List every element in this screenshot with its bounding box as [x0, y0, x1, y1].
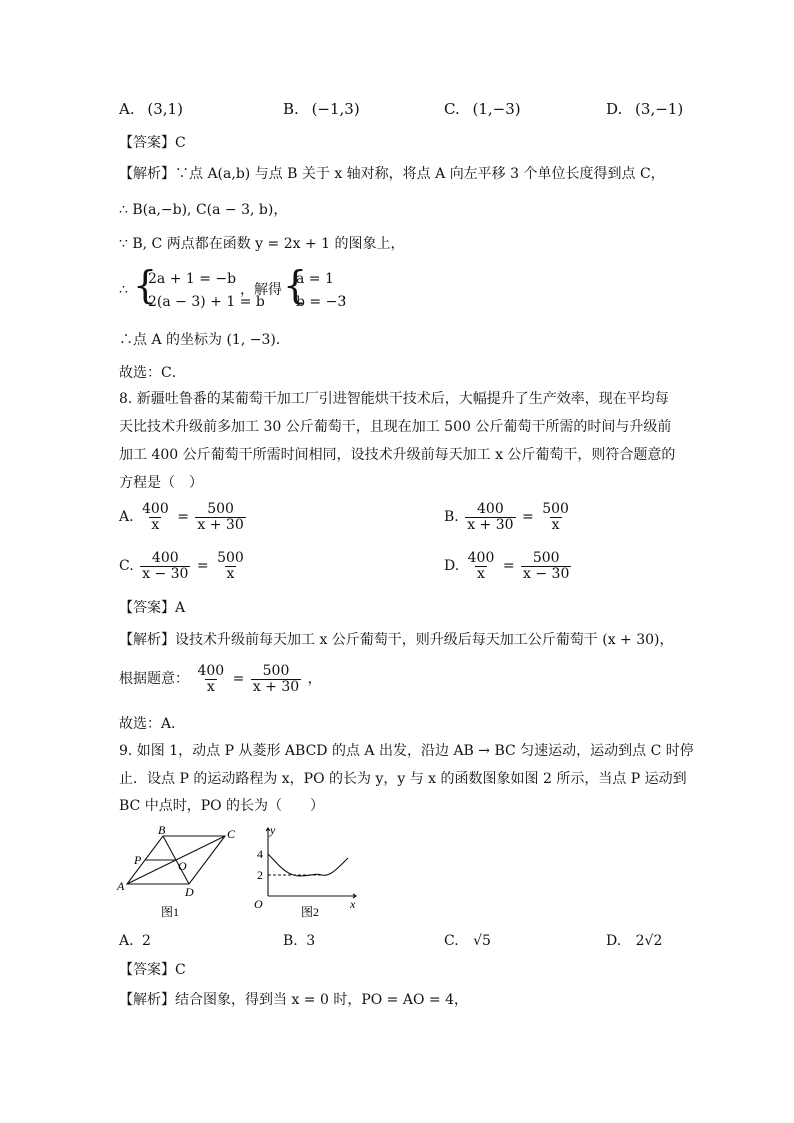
option-value: (3,1) — [147, 100, 183, 118]
q9-answer: 【答案】C — [119, 962, 186, 978]
q9-option-b — [283, 934, 315, 948]
label-o: O — [178, 859, 187, 873]
numerator: 400 — [197, 663, 225, 679]
numerator: 500 — [542, 501, 569, 517]
numerator: 400 — [142, 501, 169, 517]
numerator: 400 — [151, 550, 179, 566]
label-c: C — [227, 827, 236, 841]
q9-option-a — [119, 934, 151, 948]
left-brace-icon: { — [283, 263, 308, 307]
q7-system1-eq2: 2(a − 3) + 1 = b — [148, 294, 265, 310]
option-letter: C. — [119, 558, 134, 575]
analysis-suffix: ， — [307, 671, 322, 688]
q7-option-a — [119, 102, 183, 117]
option-letter: A. — [119, 100, 135, 118]
q8-option-d: D. $\frac{400}{x}$ = $\frac{500}{x - 30}$ — [444, 550, 570, 582]
tick-4: 4 — [257, 847, 263, 861]
origin-label: O — [254, 897, 263, 911]
q8-stem-line-2: 天比技术升级前多加工 30 公斤葡萄干，且现在加工 500 公斤葡萄干所需的时间与升级前 — [119, 419, 672, 435]
numerator: 500 — [532, 550, 560, 566]
denominator: x − 30 — [142, 565, 189, 582]
q7-option-c — [444, 102, 521, 117]
fraction — [195, 502, 245, 532]
q7-analysis-line-3: ∵ B, C 两点都在函数 y = 2x + 1 的图象上， — [119, 236, 405, 252]
q7-option-b — [283, 102, 360, 117]
numerator: 400 — [477, 501, 504, 517]
x-axis-label: x — [350, 897, 356, 911]
fraction — [140, 551, 190, 581]
denominator: x — [477, 565, 485, 582]
label-d: D — [185, 885, 194, 899]
left-brace-icon: { — [133, 263, 158, 307]
q8-analysis-line-1: 【解析】设技术升级前每天加工 x 公斤葡萄干，则升级后每天加工公斤葡萄干 (x + 30)， — [119, 632, 674, 648]
q8-option-a: A. $\frac{400}{x}$ = $\frac{500}{x + 30}$ — [119, 501, 244, 533]
q7-system2-eq1: a = 1 — [296, 271, 334, 287]
label-a: A — [117, 879, 125, 893]
fraction — [251, 664, 301, 694]
option-letter: B. — [283, 933, 298, 949]
q7-system-mid: ，解得 — [240, 282, 282, 298]
q7-answer: 【答案】C — [119, 135, 186, 151]
option-value: 3 — [306, 933, 316, 949]
q9-option-c — [444, 934, 491, 948]
fraction — [215, 551, 246, 581]
denominator: x — [151, 516, 160, 533]
figure-2-graph — [250, 824, 365, 924]
denominator: x + 30 — [467, 516, 514, 533]
q7-analysis-line-1: 【解析】∵点 A(a,b) 与点 B 关于 x 轴对称，将点 A 向左平移 3 个单位长度得到点 C， — [119, 166, 665, 182]
label-p: P — [134, 853, 142, 867]
q7-option-d — [606, 102, 683, 117]
q8-stem-line-3: 加工 400 公斤葡萄干所需时间相同，设技术升级前每天加工 x 公斤葡萄干，则符合题意的 — [119, 447, 676, 463]
option-letter: C. — [444, 100, 460, 118]
option-letter: B. — [283, 100, 299, 118]
option-value: (1,−3) — [472, 100, 521, 118]
fraction — [466, 551, 497, 581]
option-letter: C. — [444, 933, 459, 949]
denominator: x − 30 — [523, 565, 570, 582]
q7-system2-eq2: b = −3 — [296, 294, 347, 310]
option-letter: A. — [119, 933, 134, 949]
option-letter: A. — [119, 509, 134, 526]
option-value: (3,−1) — [635, 100, 684, 118]
option-letter: B. — [444, 509, 459, 526]
denominator: x — [206, 678, 215, 695]
numerator: 400 — [467, 550, 495, 566]
denominator: x — [226, 565, 235, 582]
option-value: 2√2 — [635, 933, 663, 949]
denominator: x + 30 — [252, 678, 300, 695]
option-letter: D. — [606, 933, 622, 949]
q8-option-c: C. $\frac{400}{x - 30}$ = $\frac{500}{x}$ — [119, 550, 244, 582]
option-letter: D. — [606, 100, 623, 118]
option-value: (−1,3) — [311, 100, 360, 118]
tick-2: 2 — [257, 868, 263, 882]
option-value: 2 — [142, 933, 151, 949]
numerator: 500 — [217, 550, 244, 566]
figure-2-caption: 图2 — [301, 905, 320, 919]
figure-1-caption: 图1 — [161, 905, 180, 919]
q8-stem-line-1: 8. 新疆吐鲁番的某葡萄干加工厂引进智能烘干技术后，大幅提升了生产效率，现在平均每 — [119, 391, 669, 407]
numerator: 500 — [207, 501, 234, 517]
fraction — [540, 502, 571, 532]
q7-system-suffix: ， — [342, 286, 356, 302]
q7-analysis-line-4: ∴点 A 的坐标为 (1, −3)． — [119, 332, 290, 348]
q8-answer: 【答案】A — [119, 600, 186, 616]
fraction — [465, 502, 515, 532]
denominator: x — [551, 516, 560, 533]
fraction — [521, 551, 571, 581]
numerator: 500 — [262, 663, 290, 679]
q9-analysis: 【解析】结合图象，得到当 x = 0 时，PO = AO = 4， — [119, 992, 468, 1008]
fraction — [195, 664, 226, 694]
figure-1-rhombus — [115, 826, 250, 922]
q9-option-d — [606, 934, 662, 948]
q8-option-b: B. $\frac{400}{x + 30}$ = $\frac{500}{x}$ — [444, 501, 569, 533]
q7-system1-eq1: 2a + 1 = −b — [148, 271, 237, 287]
q9-stem-line-3: BC 中点时，PO 的长为（ ） — [119, 798, 325, 814]
y-axis-label: y — [270, 824, 276, 837]
q7-system-prefix: ∴ — [119, 282, 128, 298]
q9-stem-line-2: 止．设点 P 的运动路程为 x，PO 的长为 y，y 与 x 的函数图象如图 2 所示，当点 P 运动到 — [119, 771, 687, 787]
q9-stem-line-1: 9. 如图 1，动点 P 从菱形 ABCD 的点 A 出发，沿边 AB → BC 匀速运动，运动到点 C 时停 — [119, 743, 694, 759]
q7-conclusion: 故选：C． — [119, 365, 186, 381]
option-letter: D. — [444, 558, 460, 575]
fraction — [140, 502, 171, 532]
label-b: B — [158, 826, 166, 837]
q8-conclusion: 故选：A． — [119, 716, 186, 732]
q8-analysis-line-2: 根据题意： $\frac{400}{x}$ = $\frac{500}{x + 30}$ ， — [119, 663, 322, 695]
analysis-prefix: 根据题意： — [119, 671, 189, 688]
denominator: x + 30 — [197, 516, 244, 533]
option-value: √5 — [473, 933, 491, 949]
q8-stem-line-4: 方程是（ ） — [119, 475, 203, 491]
q7-analysis-line-2: ∴ B(a,−b), C(a − 3, b)， — [119, 202, 288, 218]
